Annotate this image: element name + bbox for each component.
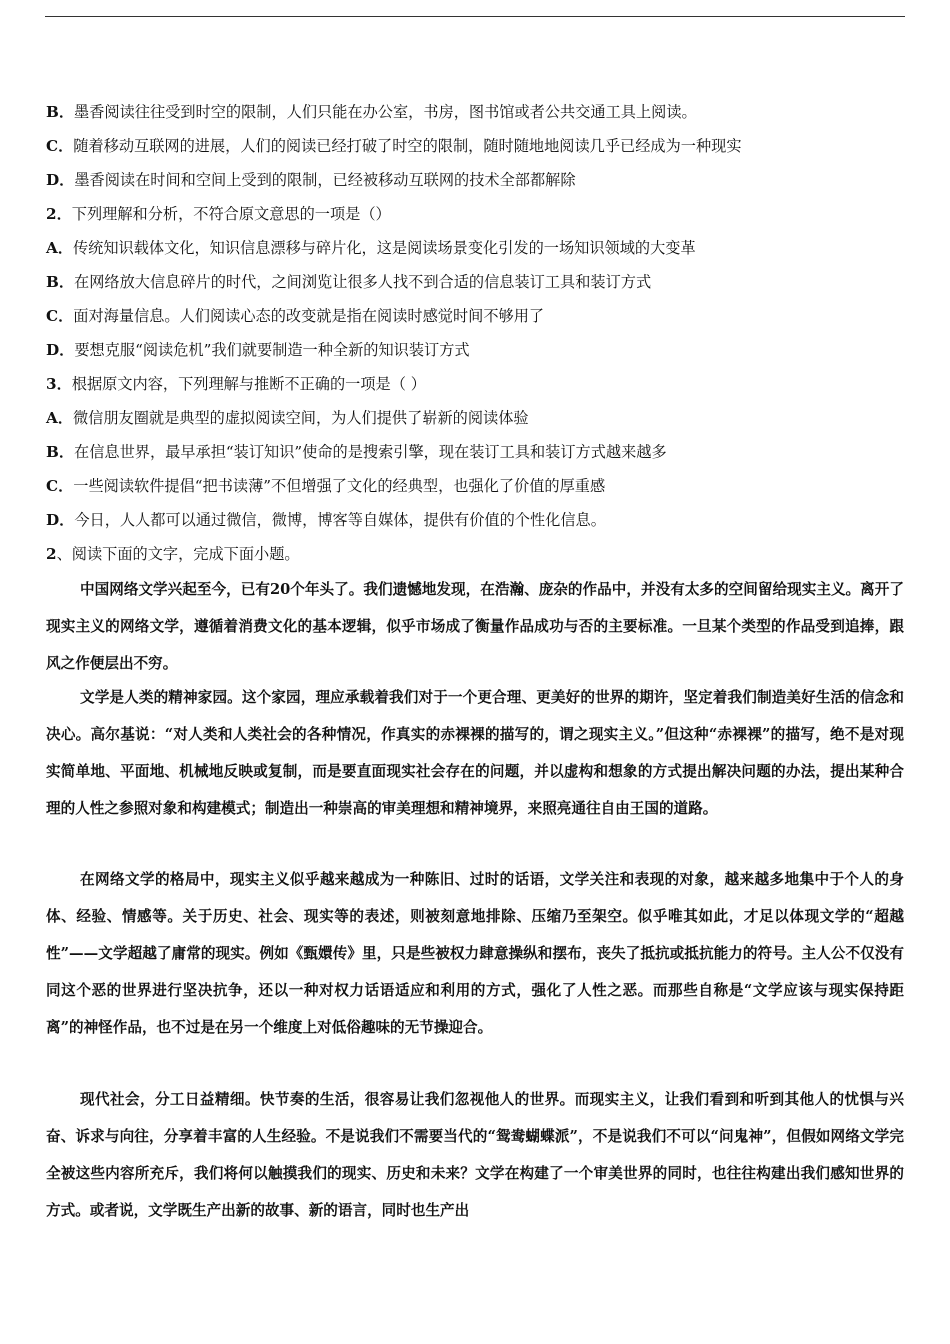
section-heading [46, 544, 300, 564]
option-line [46, 170, 576, 190]
option-line [46, 136, 742, 156]
passage-paragraph: 中国网络文学兴起至今，已有20个年头了。我们遗憾地发现，在浩瀚、庞杂的作品中，并没有太多的空间留给现实主义。离开了现实主义的网络文学，遵循着消费文化的基本逻辑，似乎市场成了衡量作品成功与否的主要标准。一旦某个类型的作品受到追捧，跟风之作便层出不穷。 [46, 581, 904, 672]
option-line [46, 510, 606, 530]
option-text: 在信息世界，最早承担“装订知识”使命的是搜索引擎，现在装订工具和装订方式越来越多 [74, 443, 667, 461]
question-text: 根据原文内容，下列理解与推断不正确的一项是（ ） [71, 375, 426, 393]
header-rule [45, 16, 905, 17]
section-number: 2 [46, 545, 57, 563]
option-line [46, 272, 651, 292]
option-label: C． [46, 477, 74, 495]
passage-paragraph: 现代社会，分工日益精细。快节奏的生活，很容易让我们忽视他人的世界。而现实主义，让我们看到和听到其他人的忧惧与兴奋、诉求与向往，分享着丰富的人生经验。不是说我们不需要当代的“鸳鸯蝴蝶派”，不是说我们不可以“问鬼神”，但假如网络文学完全被这些内容所充斥，我们将何以触摸我们的现实、历史和未来？文学在构建了一个审美世界的同时，也往往构建出我们感知世界的方式。或者说，文学既生产出新的故事、新的语言，同时也生产出 [46, 1091, 904, 1219]
question-line [46, 204, 391, 224]
option-label: D． [46, 341, 75, 359]
option-label: B． [46, 103, 75, 121]
question-line [46, 374, 426, 394]
option-line [46, 102, 697, 122]
option-label: A． [46, 409, 73, 427]
option-label: C． [46, 307, 74, 325]
option-text: 墨香阅读在时间和空间上受到的限制，已经被移动互联网的技术全部都解除 [74, 171, 576, 189]
option-line [46, 238, 696, 258]
option-label: B． [46, 273, 75, 291]
option-text: 一些阅读软件提倡“把书读薄”不但增强了文化的经典型，也强化了价值的厚重感 [73, 477, 606, 495]
option-line [46, 306, 544, 326]
question-number: 3． [46, 375, 72, 393]
option-label: D． [46, 511, 75, 529]
option-line [46, 340, 470, 360]
option-text: 今日，人人都可以通过微信，微博，博客等自媒体，提供有价值的个性化信息。 [74, 511, 606, 529]
option-text: 随着移动互联网的进展，人们的阅读已经打破了时空的限制，随时随地地阅读几乎已经成为一种现实 [73, 137, 742, 155]
option-label: D． [46, 171, 75, 189]
question-number: 2． [46, 205, 72, 223]
option-line [46, 408, 529, 428]
passage-paragraph: 文学是人类的精神家园。这个家园，理应承载着我们对于一个更合理、更美好的世界的期许，坚定着我们制造美好生活的信念和决心。高尔基说：“对人类和人类社会的各种情况，作真实的赤裸裸的描写的，谓之现实主义。”但这种“赤裸裸”的描写，绝不是对现实简单地、平面地、机械地反映或复制，而是要直面现实社会存在的问题，并以虚构和想象的方式提出解决问题的办法，提出某种合理的人性之参照对象和构建模式；制造出一种崇高的审美理想和精神境界，来照亮通往自由王国的道路。 [46, 689, 904, 817]
option-text: 面对海量信息。人们阅读心态的改变就是指在阅读时感觉时间不够用了 [73, 307, 545, 325]
section-text: 、阅读下面的文字，完成下面小题。 [56, 545, 300, 563]
option-text: 传统知识载体文化，知识信息漂移与碎片化，这是阅读场景变化引发的一场知识领域的大变革 [72, 239, 696, 257]
option-text: 要想克服“阅读危机”我们就要制造一种全新的知识装订方式 [74, 341, 470, 359]
option-label: C． [46, 137, 74, 155]
option-text: 在网络放大信息碎片的时代，之间浏览让很多人找不到合适的信息装订工具和装订方式 [74, 273, 652, 291]
passage-paragraph: 在网络文学的格局中，现实主义似乎越来越成为一种陈旧、过时的话语，文学关注和表现的对象，越来越多地集中于个人的身体、经验、情感等。关于历史、社会、现实等的表述，则被刻意地排除、压缩乃至架空。似乎唯其如此，才足以体现文学的“超越性”——文学超越了庸常的现实。例如《甄嬛传》里，只是些被权力肆意操纵和摆布，丧失了抵抗或抵抗能力的符号。主人公不仅没有同这个恶的世界进行坚决抗争，还以一种对权力话语适应和利用的方式，强化了人性之恶。而那些自称是“文学应该与现实保持距离”的神怪作品，也不过是在另一个维度上对低俗趣味的无节操迎合。 [46, 871, 904, 1036]
option-line [46, 476, 605, 496]
option-text: 微信朋友圈就是典型的虚拟阅读空间，为人们提供了崭新的阅读体验 [72, 409, 529, 427]
option-line [46, 442, 667, 462]
question-text: 下列理解和分析，不符合原文意思的一项是（） [71, 205, 391, 223]
option-label: B． [46, 443, 75, 461]
option-label: A． [46, 239, 73, 257]
option-text: 墨香阅读往往受到时空的限制，人们只能在办公室，书房，图书馆或者公共交通工具上阅读。 [74, 103, 697, 121]
